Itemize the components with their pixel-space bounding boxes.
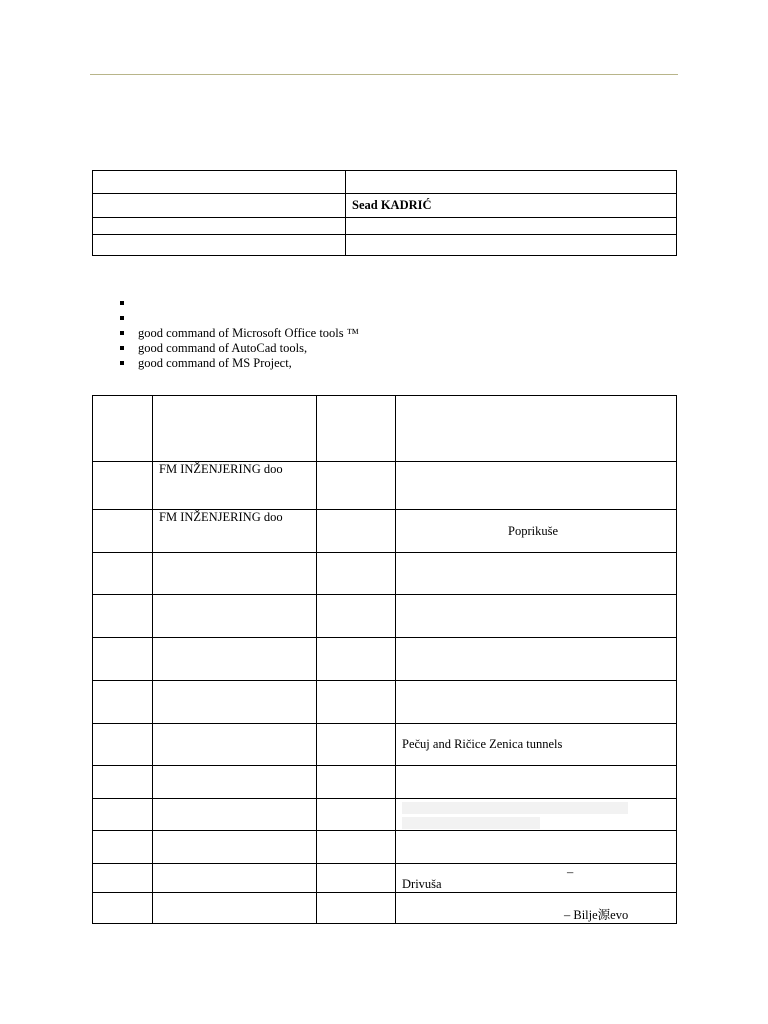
date-cell: [93, 766, 153, 799]
table-row: [93, 553, 677, 595]
position-cell: [317, 595, 396, 638]
description-text: Pečuj and Ričice Zenica tunnels: [402, 737, 563, 751]
info-value: [346, 194, 677, 218]
table-row: [93, 681, 677, 724]
info-value: [346, 171, 677, 194]
description-text: –: [567, 865, 574, 879]
employer-text: FM INŽENJERING doo: [159, 510, 283, 524]
date-cell: [93, 396, 153, 462]
position-cell: [317, 766, 396, 799]
employer-cell: [153, 799, 317, 831]
date-cell: [93, 799, 153, 831]
description-cell: [396, 864, 677, 893]
employer-cell: [153, 553, 317, 595]
table-row: [93, 724, 677, 766]
date-cell: [93, 462, 153, 510]
info-value: [346, 235, 677, 256]
info-label: [93, 218, 346, 235]
position-cell: [317, 681, 396, 724]
table-row: [93, 462, 677, 510]
info-value: [346, 218, 677, 235]
description-text: – Bilje源evo: [564, 908, 629, 922]
position-cell: [317, 553, 396, 595]
employer-cell: [153, 510, 317, 553]
header-rule: [90, 74, 678, 75]
employer-text: FM INŽENJERING doo: [159, 462, 283, 476]
position-cell: [317, 864, 396, 893]
position-cell: [317, 724, 396, 766]
skills-list: [118, 296, 359, 371]
position-cell: [317, 510, 396, 553]
description-cell: [396, 396, 677, 462]
table-row: [93, 864, 677, 893]
date-cell: [93, 831, 153, 864]
employer-cell: [153, 595, 317, 638]
description-cell: [396, 462, 677, 510]
table-row: [93, 218, 677, 235]
description-cell: [396, 831, 677, 864]
employer-cell: [153, 681, 317, 724]
position-cell: [317, 462, 396, 510]
table-row: [93, 194, 677, 218]
employer-cell: [153, 893, 317, 924]
description-text: Poprikuše: [508, 524, 558, 538]
redacted-text-block: [402, 802, 628, 814]
table-row: [93, 595, 677, 638]
table-row: [93, 766, 677, 799]
employer-cell: [153, 396, 317, 462]
description-cell: [396, 893, 677, 924]
list-item: good command of AutoCad tools,: [118, 341, 359, 356]
position-cell: [317, 638, 396, 681]
date-cell: [93, 595, 153, 638]
info-label: [93, 235, 346, 256]
table-row: [93, 510, 677, 553]
description-cell: [396, 799, 677, 831]
description-cell: [396, 553, 677, 595]
redacted-text-block: [402, 817, 540, 829]
employer-cell: [153, 638, 317, 681]
date-cell: [93, 681, 153, 724]
description-cell: [396, 638, 677, 681]
description-text: Drivuša: [402, 877, 442, 891]
info-label: [93, 171, 346, 194]
experience-table: [92, 395, 677, 924]
table-row: [93, 831, 677, 864]
employer-cell: [153, 864, 317, 893]
table-row: [93, 638, 677, 681]
description-cell: [396, 724, 677, 766]
date-cell: [93, 724, 153, 766]
date-cell: [93, 553, 153, 595]
position-cell: [317, 396, 396, 462]
date-cell: [93, 638, 153, 681]
list-item: good command of MS Project,: [118, 356, 359, 371]
person-name: Sead KADRIĆ: [352, 198, 432, 212]
table-row: [93, 171, 677, 194]
date-cell: [93, 864, 153, 893]
table-row: [93, 235, 677, 256]
position-cell: [317, 799, 396, 831]
list-item: [118, 311, 359, 326]
description-cell: [396, 595, 677, 638]
date-cell: [93, 893, 153, 924]
info-label: [93, 194, 346, 218]
employer-cell: [153, 462, 317, 510]
list-item: [118, 296, 359, 311]
list-item: good command of Microsoft Office tools ™: [118, 326, 359, 341]
table-row: [93, 799, 677, 831]
employer-cell: [153, 766, 317, 799]
employer-cell: [153, 724, 317, 766]
table-row: [93, 396, 677, 462]
employer-cell: [153, 831, 317, 864]
date-cell: [93, 510, 153, 553]
description-cell: [396, 510, 677, 553]
position-cell: [317, 831, 396, 864]
description-cell: [396, 766, 677, 799]
table-row: [93, 893, 677, 924]
position-cell: [317, 893, 396, 924]
personal-info-table: [92, 170, 677, 256]
description-cell: [396, 681, 677, 724]
